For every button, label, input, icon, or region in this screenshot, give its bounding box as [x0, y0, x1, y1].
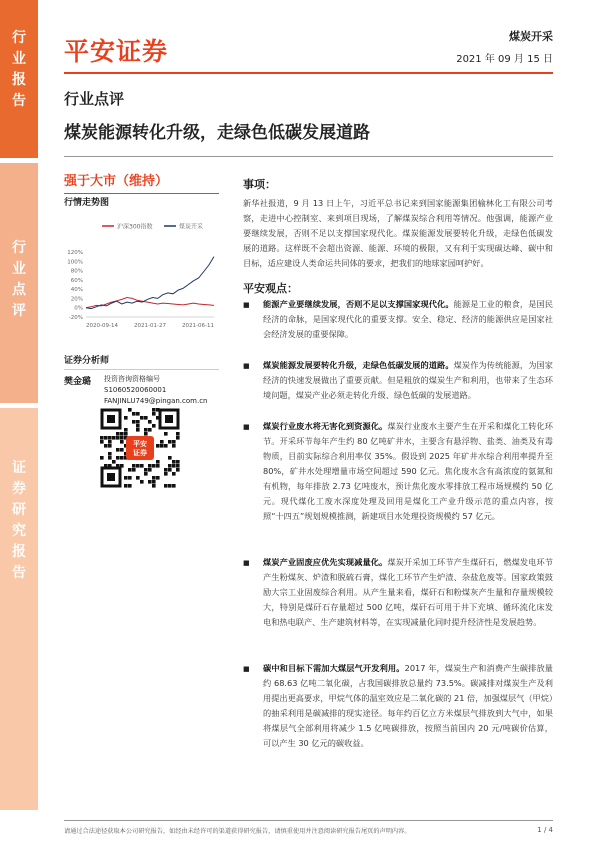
view-item — [243, 555, 553, 630]
view-item-lead: 煤炭能源发展要转化升级，走绿色低碳发展的道路。 — [263, 360, 454, 370]
svg-text:平安: 平安 — [133, 440, 147, 448]
bullet-square-icon: ■ — [243, 423, 250, 431]
legend-label: 煤炭开采 — [179, 223, 204, 231]
analyst-section-title: 证券分析师 — [64, 353, 219, 370]
svg-text:证券: 证券 — [133, 449, 147, 457]
event-section — [243, 176, 553, 271]
analyst-name: 樊金璐 — [64, 377, 92, 387]
side-tab-char: 研 — [12, 502, 26, 518]
event-heading: 事项： — [243, 178, 276, 191]
rating-label: 强于大市（维持） — [64, 170, 219, 194]
view-item — [243, 661, 553, 751]
bullet-square-icon: ■ — [243, 362, 250, 370]
doc-type: 行业点评 — [64, 90, 125, 108]
side-tab-char: 券 — [12, 481, 26, 497]
y-tick-label: -20% — [68, 315, 83, 321]
header-divider — [64, 72, 553, 74]
side-tab-char: 行 — [12, 240, 26, 256]
trend-chart-svg — [64, 212, 224, 342]
bullet-square-icon: ■ — [243, 665, 250, 673]
view-item — [243, 358, 553, 403]
analyst-info — [104, 374, 208, 407]
side-tab-char: 究 — [12, 523, 26, 539]
y-tick-label: 120% — [67, 250, 83, 256]
bullet-square-icon: ■ — [243, 301, 250, 309]
view-item-text: 能源是工业的粮食，是国民经济的命脉，是国家现代化的重要支撑。安全、稳定、经济的能源供应是国家社会经济发展的重要保障。 — [263, 299, 553, 339]
series-line — [86, 298, 214, 308]
x-tick-label: 2021-01-27 — [134, 323, 166, 329]
side-tab-industry-report — [0, 0, 38, 158]
views-heading: 平安观点： — [243, 282, 298, 295]
event-text: 新华社报道，9 月 13 日上午，习近平总书记来到国家能源集团榆林化工有限公司考察，走进中心控制室、来到项目现场，了解煤炭综合利用等情况。他强调，能源产业要继续发展，否则不足以支撑国家现代化。煤炭能源发展要转化升级，走绿色低碳发展的道路。这样既不会超出资源、能源、环境的极限，又有利于实现碳达峰、碳中和目标，适应建设人类命运共同体的要求，把我们的地球家园呵护好。 — [243, 198, 553, 268]
sector-label: 煤炭开采 — [509, 30, 553, 43]
footer-divider — [64, 820, 553, 821]
x-tick-label: 2020-09-14 — [86, 323, 118, 329]
report-date: 2021 年 09 月 15 日 — [456, 54, 553, 65]
analyst-cert-number: S1060520060001 — [104, 386, 167, 394]
report-headline: 煤炭能源转化升级，走绿色低碳发展道路 — [64, 123, 370, 143]
page-number: 1 / 4 — [537, 826, 553, 834]
brand-logo: 平安证券 — [64, 37, 169, 66]
y-tick-label: 80% — [70, 268, 83, 275]
x-tick-label: 2021-06-11 — [182, 323, 214, 329]
analyst-qualification: 投资咨询资格编号 — [104, 375, 160, 383]
side-tab-securities-research — [0, 408, 38, 810]
y-tick-label: 100% — [67, 259, 83, 266]
bullet-square-icon: ■ — [243, 559, 250, 567]
views-heading-wrap — [243, 280, 553, 296]
analyst-email: FANJINLU749@pingan.com.cn — [104, 397, 208, 405]
side-tab-char: 证 — [12, 460, 26, 476]
side-tab-char: 评 — [12, 303, 26, 319]
side-tab-char: 报 — [12, 544, 26, 560]
side-tab-char: 业 — [12, 261, 26, 277]
view-item-text: 煤炭作为传统能源，为国家经济的快速发展做出了重要贡献。但是粗放的煤炭生产和利用，也带来了生态环境问题，煤炭产业必须走转化升级、绿色低碳的发展道路。 — [263, 360, 553, 400]
view-item — [243, 419, 553, 524]
y-tick-label: 60% — [70, 277, 83, 284]
side-tab-char: 报 — [12, 72, 26, 88]
trend-chart — [64, 212, 224, 342]
legend-label: 沪深300指数 — [117, 223, 153, 231]
y-tick-label: 0% — [74, 305, 83, 312]
y-tick-label: 20% — [70, 296, 83, 303]
title-divider — [64, 156, 553, 157]
view-item-lead: 碳中和目标下需加大煤层气开发利用。 — [263, 663, 405, 673]
side-tab-industry-comment — [0, 163, 38, 403]
side-tab-char: 告 — [12, 565, 26, 581]
view-item — [243, 297, 553, 342]
side-tab-char: 业 — [12, 51, 26, 67]
footer-disclaimer: 请通过合法途径获取本公司研究报告，如经由未经许可的渠道获得研究报告，请慎重使用并注意阅读研究报告尾页的声明内容。 — [64, 828, 411, 835]
y-tick-label: 40% — [70, 287, 83, 294]
view-item-text: 2017 年，煤炭生产和消费产生碳排放量约 68.63 亿吨二氧化碳，占我国碳排放总量约 73.5%。碳减排对煤炭生产及利用提出更高要求，甲烷气体的温室效应是二氧化碳的 21 倍，加强煤层气（甲烷）的抽采利用是碳减排的现实途径。每年约百亿立方米煤层气排放到大气中，如果将煤层气全部利用将减少 1.5 亿吨碳排放，按照当前国内 20 元/吨碳价估算，可以产生 30 亿元的碳收益。 — [263, 663, 553, 748]
trend-chart-title: 行情走势图 — [64, 198, 110, 208]
view-item-text: 煤炭行业废水主要产生在开采和煤化工转化环节。开采环节每年产生约 80 亿吨矿井水，主要含有悬浮物、盐类、油类及有毒物质，目前实际综合利用率仅 35%。假设到 2025 年矿井水综合利用率提升至 80%，矿井水处理增量市场空间超过 590 亿元。焦化废水含有高浓度的氨氮和有机物，每年排放 2.73 亿吨废水，预计焦化废水零排放工程市场规模约 50 亿元。现代煤化工废水深度处理及回用是煤化工产业升级示范的重点内容，按照“十四五”规划规模推测，新建项目水处理投资规模约 57 亿元。 — [263, 421, 553, 521]
qr-code-image — [100, 408, 180, 488]
view-item-lead: 煤炭产业固废应优先实现减量化。 — [263, 557, 388, 567]
side-tab-char: 点 — [12, 282, 26, 298]
side-tab-char: 行 — [12, 30, 26, 46]
view-item-text: 煤炭开采加工环节产生煤矸石，燃煤发电环节产生粉煤灰、炉渣和脱硫石膏，煤化工环节产生炉渣、杂盐危废等。国家政策鼓励大宗工业固废综合利用。从产生量来看，煤矸石和粉煤灰产生量和存量规模较大，特别是煤矸石存量超过 500 亿吨，煤矸石可用于井下充填、循环流化床发电和热电联产、生产建筑材料等，在实现减量化同时提升经济性是发展趋势。 — [263, 557, 553, 627]
side-tab-char: 告 — [12, 93, 26, 109]
series-line — [86, 257, 214, 309]
view-item-lead: 能源产业要继续发展，否则不足以支撑国家现代化。 — [263, 299, 454, 309]
qr-code — [100, 408, 180, 488]
view-item-lead: 煤炭行业废水将无害化到资源化。 — [263, 421, 388, 431]
